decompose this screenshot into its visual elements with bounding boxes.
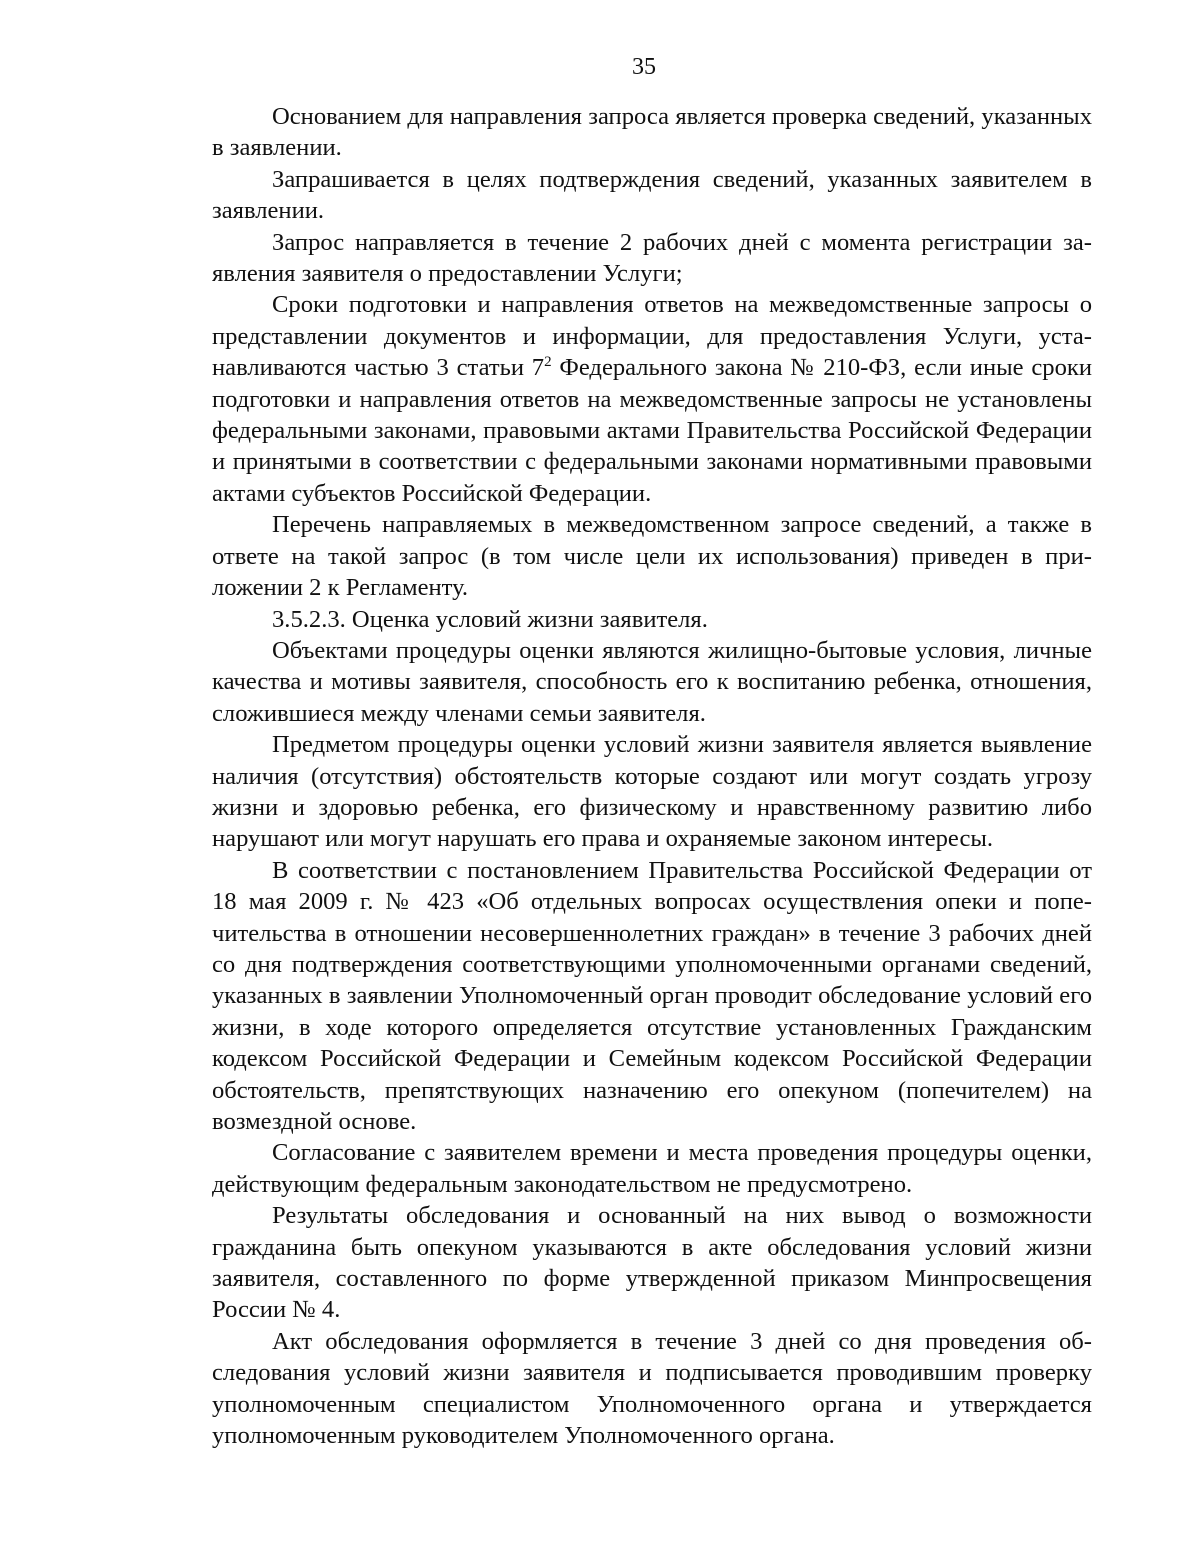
paragraph-request-deadline: Запрос направляется в течение 2 рабочих дней с момента регистрации заявления заявителя о предоставлении Услуги; [212, 228, 1092, 288]
paragraph-assessment-objects: Объектами процедуры оценки являются жилищно-бытовые условия, личные качества и мотивы заявителя, способность его к воспитанию ребенка, отношения, сложившиеся между членами семьи заявителя. [212, 636, 1092, 727]
paragraph-response-deadlines [212, 289, 1092, 509]
paragraph-inspection-act: Акт обследования оформляется в течение 3 дней со дня проведения обследования условий жизни заявителя и подписывается проводившим проверку уполномоченным специалистом Уполномоченного органа и утверждается уполномоченным руководителем Уполномоченного органа. [212, 1327, 1092, 1450]
paragraph-time-agreement: Согласование с заявителем времени и места проведения процедуры оценки, действующим федеральным законодательством не предусмотрено. [212, 1139, 1092, 1198]
paragraph-request-basis: Основанием для направления запроса является проверка сведений, указанных в заявлении. [212, 103, 1092, 162]
paragraph-requested-info-list: Перечень направляемых в межведомственном запросе сведений, а также в ответе на такой запрос (в том числе цели их использования) приведен в приложении 2 к Регламенту. [212, 511, 1092, 602]
paragraph-assessment-subject: Предметом процедуры оценки условий жизни заявителя является выявление наличия (отсутствия) обстоятельств которые создают или могут создать угрозу жизни и здоровью ребенка, его физическому и нравственному развитию либо нарушают или могут нарушать его права и охраняемые законом интересы. [212, 731, 1092, 853]
paragraph-inspection-results: Результаты обследования и основанный на них вывод о возможности гражданина быть опекуном указываются в акте обследования условий жизни заявителя, составленного по форме утвержденной приказом Минпросвещения России № 4. [212, 1202, 1092, 1324]
document-body [212, 101, 1092, 1451]
section-heading-3-5-2-3: 3.5.2.3. Оценка условий жизни заявителя. [272, 605, 708, 633]
superscript-number: 2 [544, 354, 552, 371]
page-number: 35 [632, 54, 656, 80]
paragraph-response-deadlines-part1: Сроки подготовки и направления ответов на межведомственные запросы о представлении документов и информации, для предоставления Услуги, устанавливаются частью 3 статьи 7 [212, 291, 1092, 382]
paragraph-response-deadlines-part2: Федерального закона № 210-ФЗ, если иные сроки подготовки и направления ответов на межведомственные запросы не установлены федеральными законами, правовыми актами Правительства Российской Федерации и принятыми в соответствии с федеральными законами нормативными правовыми актами субъектов Российской Федерации. [212, 354, 1092, 507]
paragraph-government-decree: В соответствии с постановлением Правительства Российской Федерации от 18 мая 2009 г. № 423 «Об отдельных вопросах осуществления опеки и попечительства в отношении несовершеннолетних граждан» в течение 3 рабочих дней со дня подтверждения соответствующими уполномоченными органами сведений, указанных в заявлении Уполномоченный орган проводит обследование условий его жизни, в ходе которого определяется отсутствие установленных Гражданским кодексом Российской Федерации и Семейным кодексом Российской Федерации обстоятельств, препятствующих назначению его опекуном (попечителем) на возмездной основе. [212, 856, 1092, 1135]
paragraph-request-purpose: Запрашивается в целях подтверждения сведений, указанных заявителем в заявлении. [212, 165, 1092, 225]
